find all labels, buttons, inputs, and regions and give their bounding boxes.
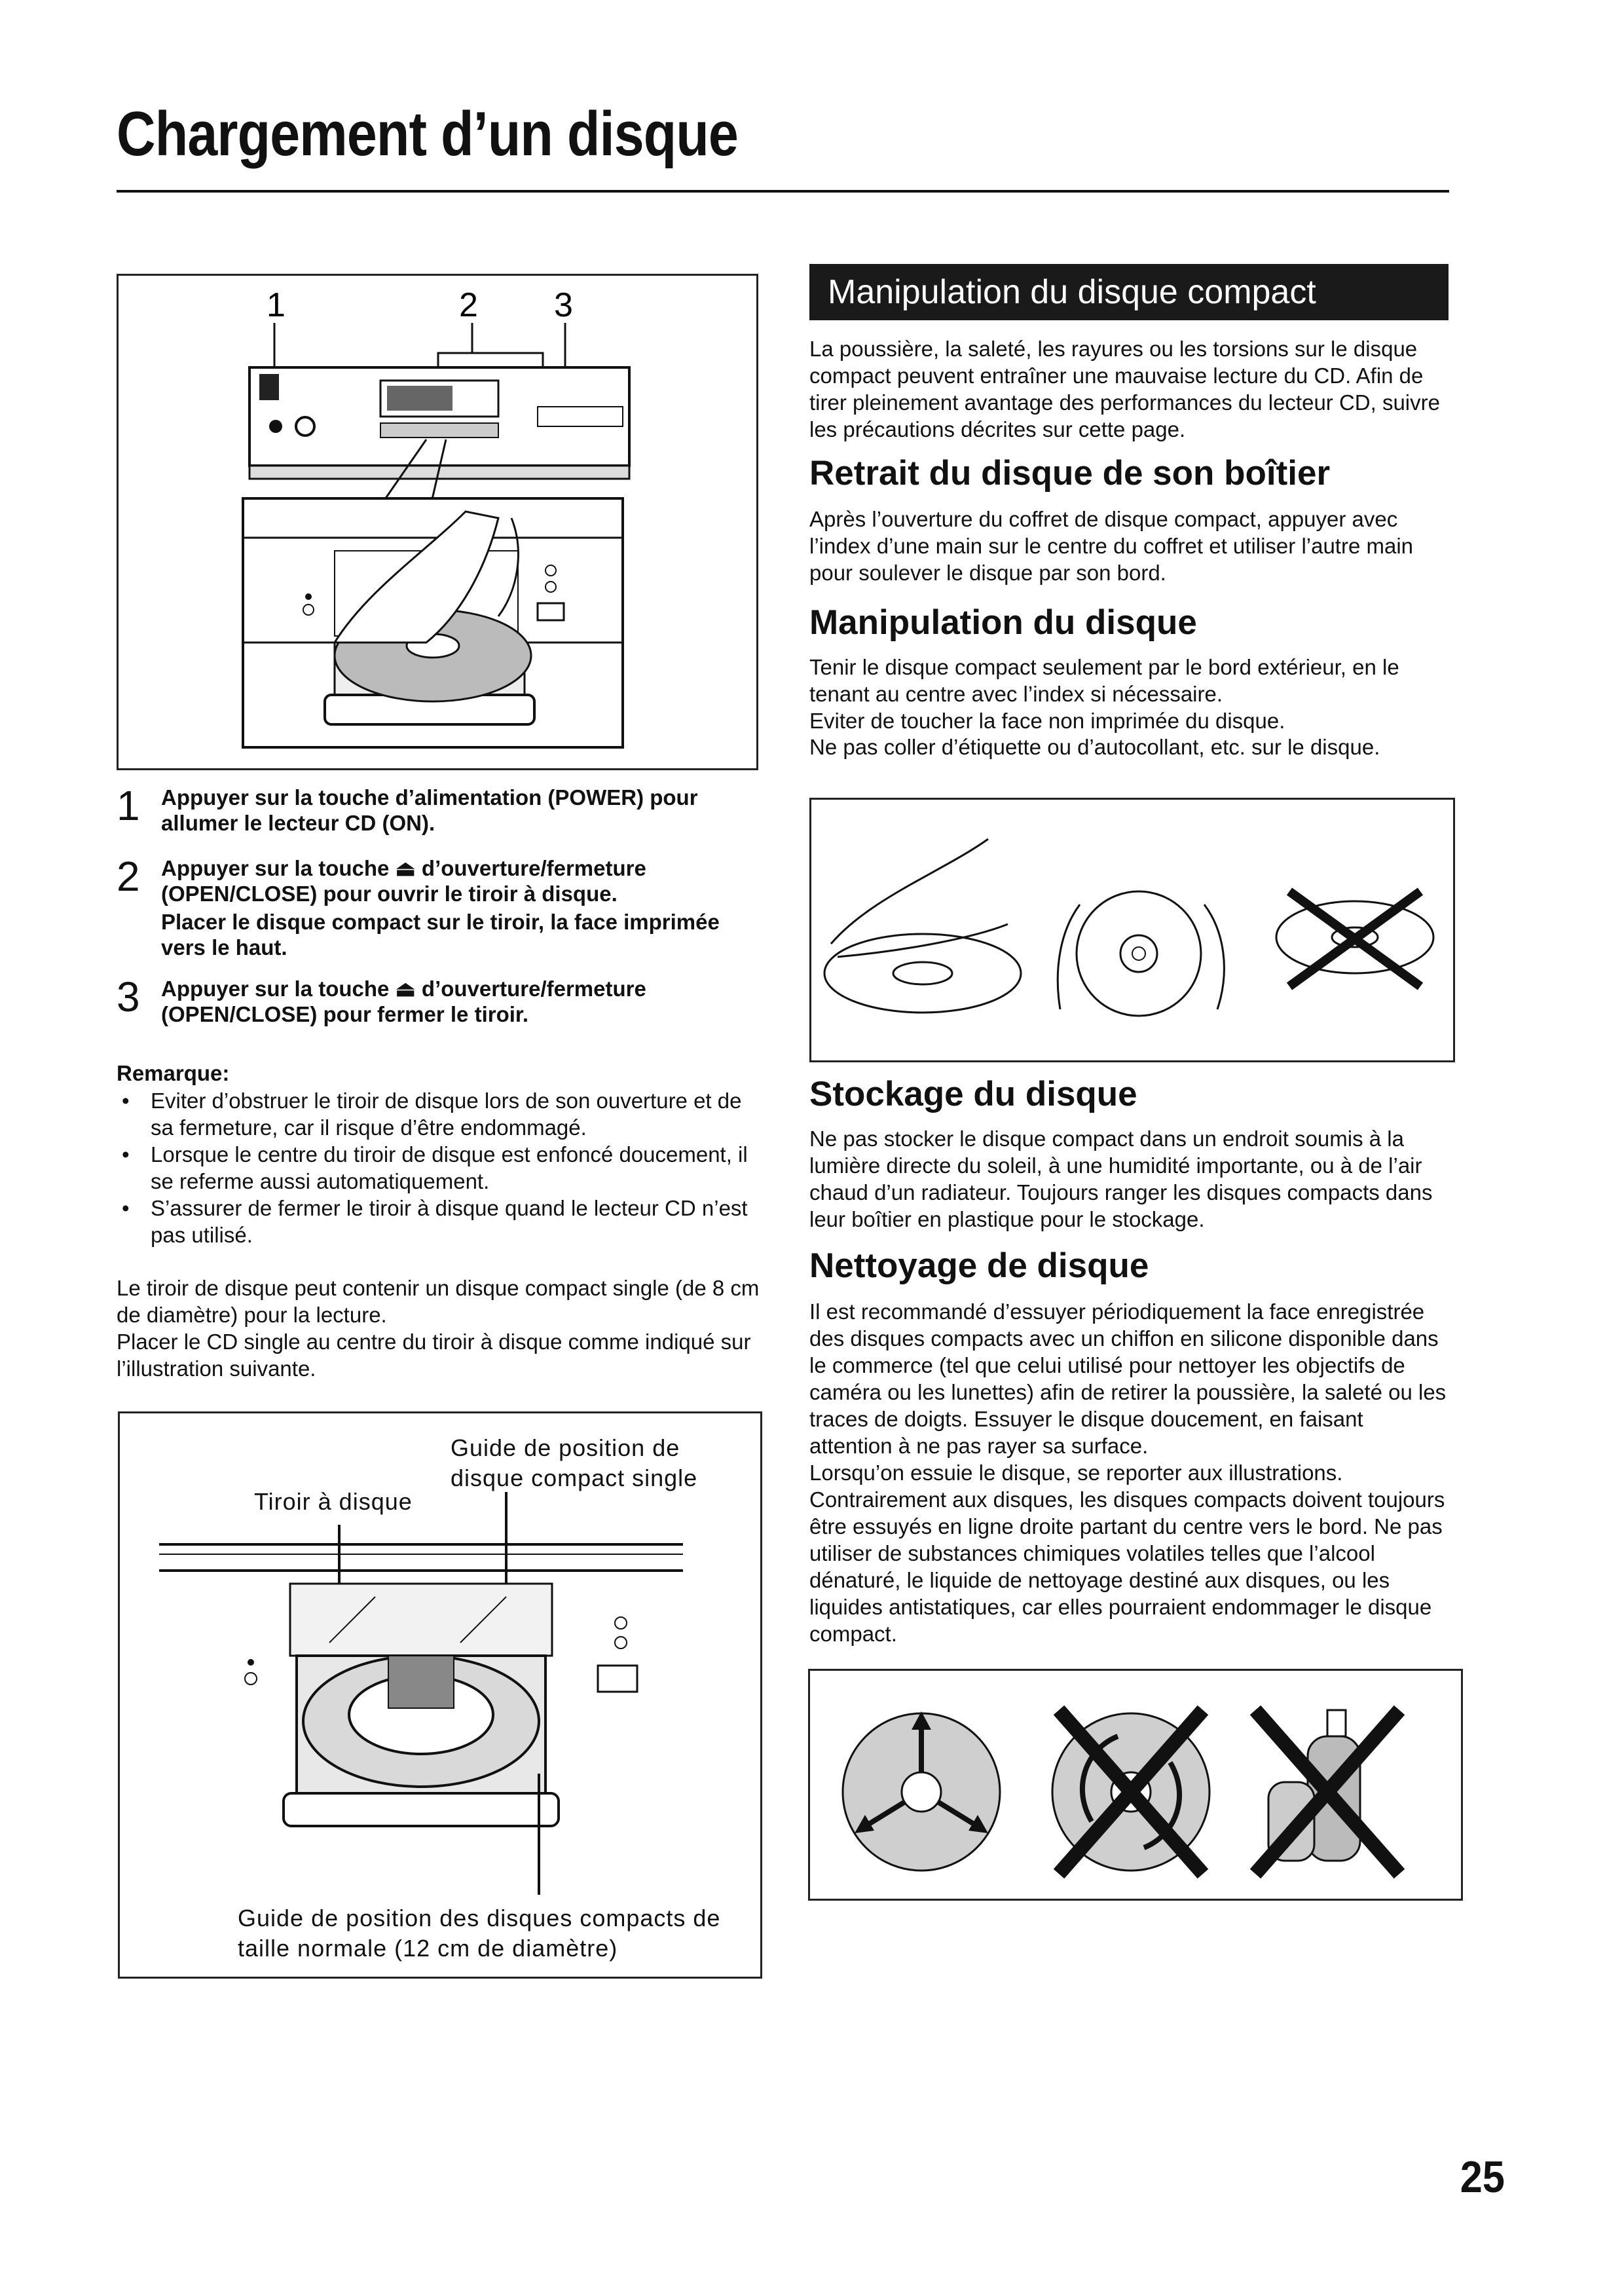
label-guide-single: Guide de position de disque compact single [451,1434,698,1491]
step-2-extra: Placer le disque compact sur le tiroir, la face imprimée vers le haut. [161,910,720,960]
single-note-p1: Le tiroir de disque peut contenir un disque compact single (de 8 cm de diamètre) pour la lecture. [117,1276,760,1327]
figure-loading-illustration [117,274,758,770]
single-note-p2: Placer le CD single au centre du tiroir à disque comme indiqué sur l’illustration suivante. [117,1330,751,1381]
heading-manipulation: Manipulation du disque [809,603,1197,642]
manip-line-1: Tenir le disque compact seulement par le bord extérieur, en le tenant au centre avec l’index si nécessaire. [809,655,1399,706]
label-guide-normal: Guide de position des disques compacts de taille normale (12 cm de diamètre) [238,1905,721,1962]
tray-illustration [120,1413,760,1977]
intro-text: La poussière, la saleté, les rayures ou les torsions sur le disque compact peuvent entraîner une mauvaise lecture du CD. Afin de tirer pleinement avantage des performances du lecteur CD, suivre les précautions décrites sur cette page. [809,337,1440,441]
remarque-item: • Eviter d’obstruer le tiroir de disque lors de son ouverture et de sa fermeture, car il risque d’être endommagé. [117,1087,762,1141]
cleaning-illustration [810,1671,1461,1899]
manip-line-2: Eviter de toucher la face non imprimée du disque. [809,709,1285,733]
callout-3: 3 [554,286,573,324]
retrait-text: Après l’ouverture du coffret de disque compact, appuyer avec l’index d’une main sur le centre du coffret et utiliser l’autre main pour soulever le disque par son bord. [809,507,1414,585]
callout-2: 2 [459,286,478,324]
title-rule [117,190,1449,193]
remarque-item: • Lorsque le centre du tiroir de disque est enfoncé doucement, il se referme aussi automatiquement. [117,1141,762,1195]
remarque-heading: Remarque: [117,1061,230,1085]
page-title: Chargement d’un disque [117,99,738,169]
manip-line-3: Ne pas coller d’étiquette ou d’autocollant, etc. sur le disque. [809,735,1380,759]
cd-player-illustration [119,276,756,768]
heading-retrait: Retrait du disque de son boîtier [809,454,1331,493]
step-2-text: Appuyer sur la touche ⏏ d’ouverture/fermeture (OPEN/CLOSE) pour ouvrir le tiroir à disque. [161,856,646,906]
remarque-item: • S’assurer de fermer le tiroir à disque quand le lecteur CD n’est pas utilisé. [117,1195,762,1248]
nettoyage-p2: Lorsqu’on essuie le disque, se reporter aux illustrations. Contrairement aux disques, les disques compacts doivent toujours être essuyés en ligne droite partant du centre vers le bord. Ne pas utiliser de substances chimiques volatiles telles que l’alcool dénaturé, le liquide de nettoyage destiné aux disques, ou les liquides antistatiques, car elles pourraient endommager le disque compact. [809,1461,1445,1646]
label-tiroir: Tiroir à disque [254,1488,413,1515]
nettoyage-p1: Il est recommandé d’essuyer périodiquement la face enregistrée des disques compacts avec un chiffon en silicone disponible dans le commerce (tel que celui utilisé pour nettoyer les objectifs de caméra ou les lunettes) afin de retirer la poussière, la saleté ou les traces de doigts. Essuyer le disque doucement, en faisant attention à ne pas rayer sa surface. [809,1299,1447,1458]
heading-nettoyage: Nettoyage de disque [809,1246,1149,1285]
step-3-text: Appuyer sur la touche ⏏ d’ouverture/fermeture (OPEN/CLOSE) pour fermer le tiroir. [161,977,646,1026]
stockage-text: Ne pas stocker le disque compact dans un endroit soumis à la lumière directe du soleil, à une humidité importante, ou à de l’air chaud d’un radiateur. Toujours ranger les disques compacts dans leur boîtier en plastique pour le stockage. [809,1127,1433,1231]
remarque-list [117,1087,762,1248]
page-number: 25 [1460,2152,1505,2202]
figure-cleaning [808,1669,1463,1901]
section-banner: Manipulation du disque compact [809,264,1449,320]
step-3-number: 3 [117,973,140,1020]
handling-illustration [811,800,1453,1060]
step-1-text: Appuyer sur la touche d’alimentation (POWER) pour allumer le lecteur CD (ON). [161,785,698,835]
step-2-number: 2 [117,853,140,900]
figure-single-cd-guide [118,1411,762,1979]
callout-1: 1 [267,286,286,324]
heading-stockage: Stockage du disque [809,1075,1137,1113]
step-1-number: 1 [117,782,140,829]
figure-handling-disc [809,798,1455,1062]
